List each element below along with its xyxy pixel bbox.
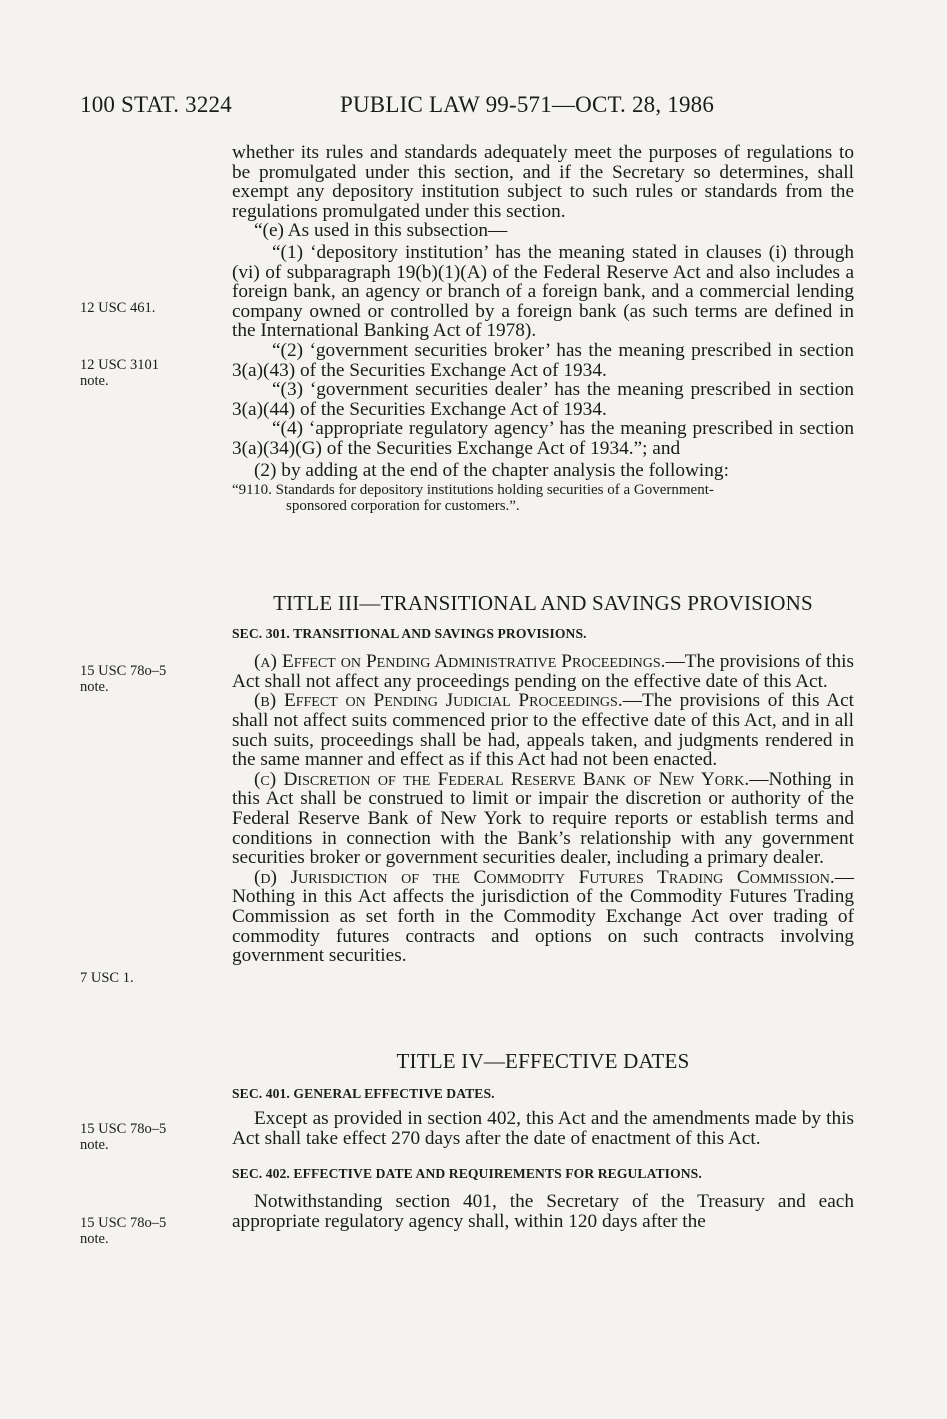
intro-paragraph: whether its rules and standards adequately meet the purposes of regulations to be promulgated under this section, and if the Secretary so determines, shall exempt any depository institution subject to such rules or standards from the regulations promulgated under this section. bbox=[232, 142, 854, 222]
subsection-a-text: —The provisions of this Act shall not affect any proceedings pending on the effective date of this Act. bbox=[232, 651, 855, 692]
public-law-header: PUBLIC LAW 99-571—OCT. 28, 1986 bbox=[340, 92, 715, 117]
subsection-a bbox=[232, 652, 854, 691]
subsection-b-text: —The provisions of this Act shall not affect suits commenced prior to the effective date of this Act, and in all such suits, proceedings shall be had, appeals taken, and judgments rendered in the same manner and effect as if this Act had not been enacted. bbox=[232, 690, 855, 771]
analysis-line: “9110. Standards for depository institutions holding securities of a Government- bbox=[232, 482, 714, 499]
chapter-analysis-entry bbox=[232, 482, 854, 514]
margin-note: note. bbox=[80, 1137, 109, 1153]
margin-note: 15 USC 78o–5 bbox=[80, 1121, 167, 1137]
section-401-heading: SEC. 401. GENERAL EFFECTIVE DATES. bbox=[232, 1085, 495, 1101]
subsection-b bbox=[232, 691, 854, 769]
section-402-text: Notwithstanding section 401, the Secretary of the Treasury and each appropriate regulatory agency shall, within 120 days after the bbox=[232, 1190, 854, 1232]
section-301-heading: SEC. 301. TRANSITIONAL AND SAVINGS PROVISIONS. bbox=[232, 625, 587, 641]
subsection-d bbox=[232, 868, 854, 966]
definition-3: “(3) ‘government securities dealer’ has the meaning prescribed in section 3(a)(44) of the Securities Exchange Act of 1934. bbox=[232, 379, 854, 420]
subsection-b-heading: (b) Effect on Pending Judicial Proceedings. bbox=[254, 690, 623, 712]
subsection-c bbox=[232, 770, 854, 868]
subsection-d-heading: (d) Jurisdiction of the Commodity Futures Trading Commission. bbox=[254, 866, 835, 888]
definition-2: “(2) ‘government securities broker’ has the meaning prescribed in section 3(a)(43) of the Securities Exchange Act of 1934. bbox=[232, 339, 854, 381]
margin-note: note. bbox=[80, 679, 109, 695]
subsection-e: “(e) As used in this subsection— bbox=[254, 220, 508, 242]
section-401-text: Except as provided in section 402, this Act and the amendments made by this Act shall take effect 270 days after the date of enactment of this Act. bbox=[232, 1108, 854, 1149]
margin-note: note. bbox=[80, 1231, 109, 1247]
title-iii-block bbox=[232, 591, 855, 967]
title-iii-heading: TITLE III—TRANSITIONAL AND SAVINGS PROVISIONS bbox=[273, 591, 813, 615]
definition-1: “(1) ‘depository institution’ has the meaning stated in clauses (i) through (vi) of subparagraph 19(b)(1)(A) of the Federal Reserve Act and also includes a foreign bank, an agency or branch of a foreign bank, and a commercial lending company owned or controlled by a foreign bank (as such terms are defined in the International Banking Act of 1978). bbox=[232, 241, 854, 342]
margin-note: 15 USC 78o–5 bbox=[80, 663, 167, 679]
margin-note: 7 USC 1. bbox=[80, 970, 134, 986]
section-402-heading: SEC. 402. EFFECTIVE DATE AND REQUIREMENTS FOR REGULATIONS. bbox=[232, 1166, 702, 1182]
definition-4: “(4) ‘appropriate regulatory agency’ has the meaning prescribed in section 3(a)(34)(G) of the Securities Exchange Act of 1934.”; and bbox=[232, 418, 854, 459]
title-iv-heading: TITLE IV—EFFECTIVE DATES bbox=[396, 1049, 690, 1073]
amendment-2: (2) by adding at the end of the chapter analysis the following: bbox=[254, 459, 729, 481]
analysis-line: sponsored corporation for customers.”. bbox=[286, 498, 520, 515]
page-citation: 100 STAT. 3224 bbox=[80, 92, 232, 117]
subsection-c-heading: (c) Discretion of the Federal Reserve Bank of New York. bbox=[254, 768, 750, 790]
margin-note: 15 USC 78o–5 bbox=[80, 1215, 167, 1231]
subsection-a-heading: (a) Effect on Pending Administrative Proceedings. bbox=[254, 651, 666, 673]
margin-note: 12 USC 461. bbox=[80, 300, 156, 316]
subsection-d-text: —Nothing in this Act affects the jurisdiction of the Commodity Futures Trading Commission as set forth in the Commodity Exchange Act over trading of commodity futures contracts and options on such contracts involving government securities. bbox=[232, 866, 854, 967]
margin-note: note. bbox=[80, 373, 109, 389]
subsection-e-block bbox=[232, 143, 854, 514]
subsection-c-text: —Nothing in this Act shall be construed to limit or impair the discretion or authority of the Federal Reserve Bank of New York to require reports or establish terms and conditions in connection with the Bank’s relationship with any government securities broker or government securities dealer, including a primary dealer. bbox=[232, 768, 854, 869]
margin-note: 12 USC 3101 bbox=[80, 357, 159, 373]
title-iv-block bbox=[232, 1049, 854, 1232]
